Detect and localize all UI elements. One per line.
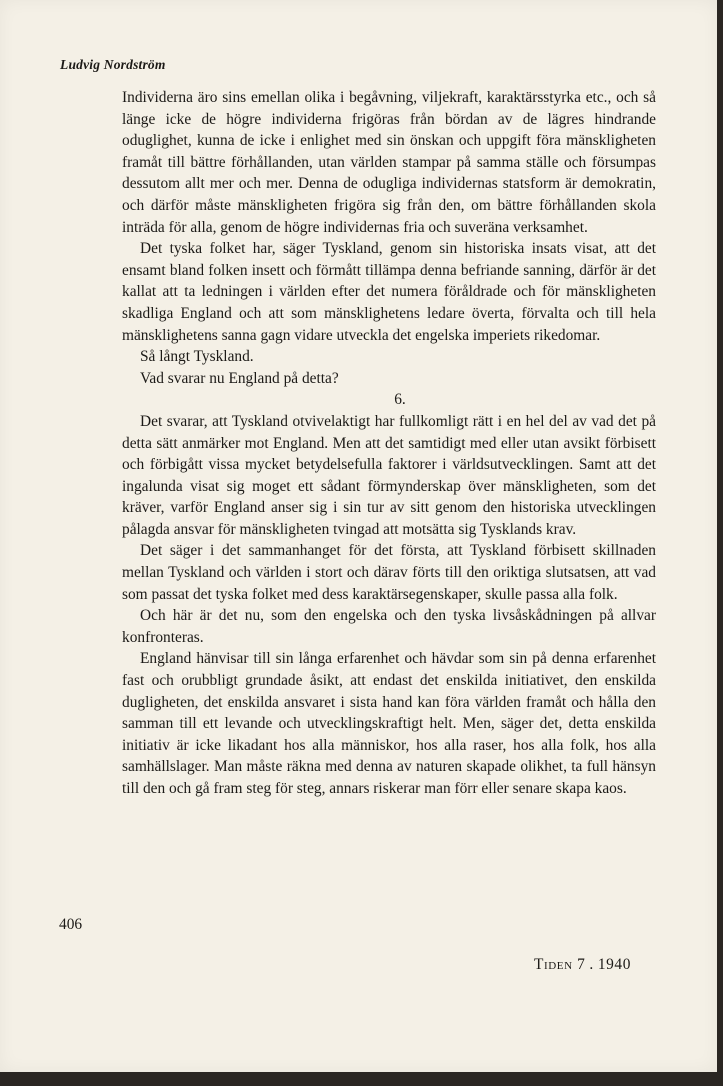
paragraph: Individerna äro sins emellan olika i begåvning, viljekraft, karaktärsstyrka etc., och så länge icke de högre individerna frigöras från bördan av de lägres hindrande oduglighet, kunna de icke i enlighet med sin önskan och uppgift föra mänskligheten framåt till bättre förhållanden, utan världen stampar på samma ställe och försumpas dessutom allt mer och mer. Denna de odugliga individernas statsform är demokratin, och därför måste mänskligheten frigöra sig från den, om bättre förhållanden skola inträda för alla, genom de högre individernas fria och suveräna verksamhet. <box>122 89 656 236</box>
issue-number: 7 <box>577 956 586 973</box>
journal-name: Tiden <box>533 956 573 973</box>
section-number: 6. <box>394 391 406 409</box>
page-number: 406 <box>59 916 83 933</box>
paragraph: Det svarar, att Tyskland otvivelaktigt har fullkomligt rätt i en hel del av vad det på detta sätt anmärker mot England. Men att det samtidigt med eller utan avsikt förbisett och förbigått vissa mycket betydelsefulla faktorer i världsutvecklingen. Samt att det ingalunda visat sig moget ett sådant förmynderskap över mänskligheten, som det kräver, varför England anser sig i sin tur av sitt genom den historiska utvecklingen pålagda ansvar för mänskligheten tvingad att motsätta sig Tysklands krav. <box>122 412 656 538</box>
paragraph: England hänvisar till sin långa erfarenhet och hävdar som sin på denna erfarenhet fast och orubbligt grundade åsikt, att endast det enskilda initiativet, den enskilda dugligheten, det enskilda ansvaret i sista hand kan föra världen framåt och hålla den samman till ett levande och utvecklingskraftigt helt. Men, säger det, detta enskilda initiativ är icke likadant hos alla människor, hos alla raser, hos alla folk, hos alla samhällslager. Man måste räkna med denna av naturen skapade olikhet, ta full hänsyn till den och gå fram steg för steg, annars riskerar man förr eller senare skapa kaos. <box>122 650 656 797</box>
paragraph: Det säger i det sammanhanget för det första, att Tyskland förbisett skillnaden mellan Tyskland och världen i stort och därav förts till den oriktiga slutsatsen, att vad som passat det tyska folket med dess karaktärsegenskaper, skulle passa alla folk. <box>122 542 656 603</box>
footer-separator: . <box>589 956 594 973</box>
issue-year: 1940 <box>597 956 631 973</box>
running-head-author: Ludvig Nordström <box>60 57 166 72</box>
paragraph: Så långt Tyskland. <box>140 348 254 366</box>
paragraph: Och här är det nu, som den engelska och den tyska livsåskådningen på allvar konfronteras. <box>122 607 656 646</box>
paragraph: Det tyska folket har, säger Tyskland, genom sin historiska insats visat, att det ensamt bland folken insett och förmått tillämpa denna befriande sanning, därför är det kallat att ta ledningen i världen efter det numera föråldrade och för mänskligheten skadliga England och att som mänsklighetens ledare överta, förvalta och till hela mänsklighetens sanna gagn vidare utveckla det engelska imperiets rikedomar. <box>122 240 656 344</box>
paragraph: Vad svarar nu England på detta? <box>140 369 339 387</box>
article-body <box>122 87 656 800</box>
footer-issue-info <box>534 956 631 974</box>
